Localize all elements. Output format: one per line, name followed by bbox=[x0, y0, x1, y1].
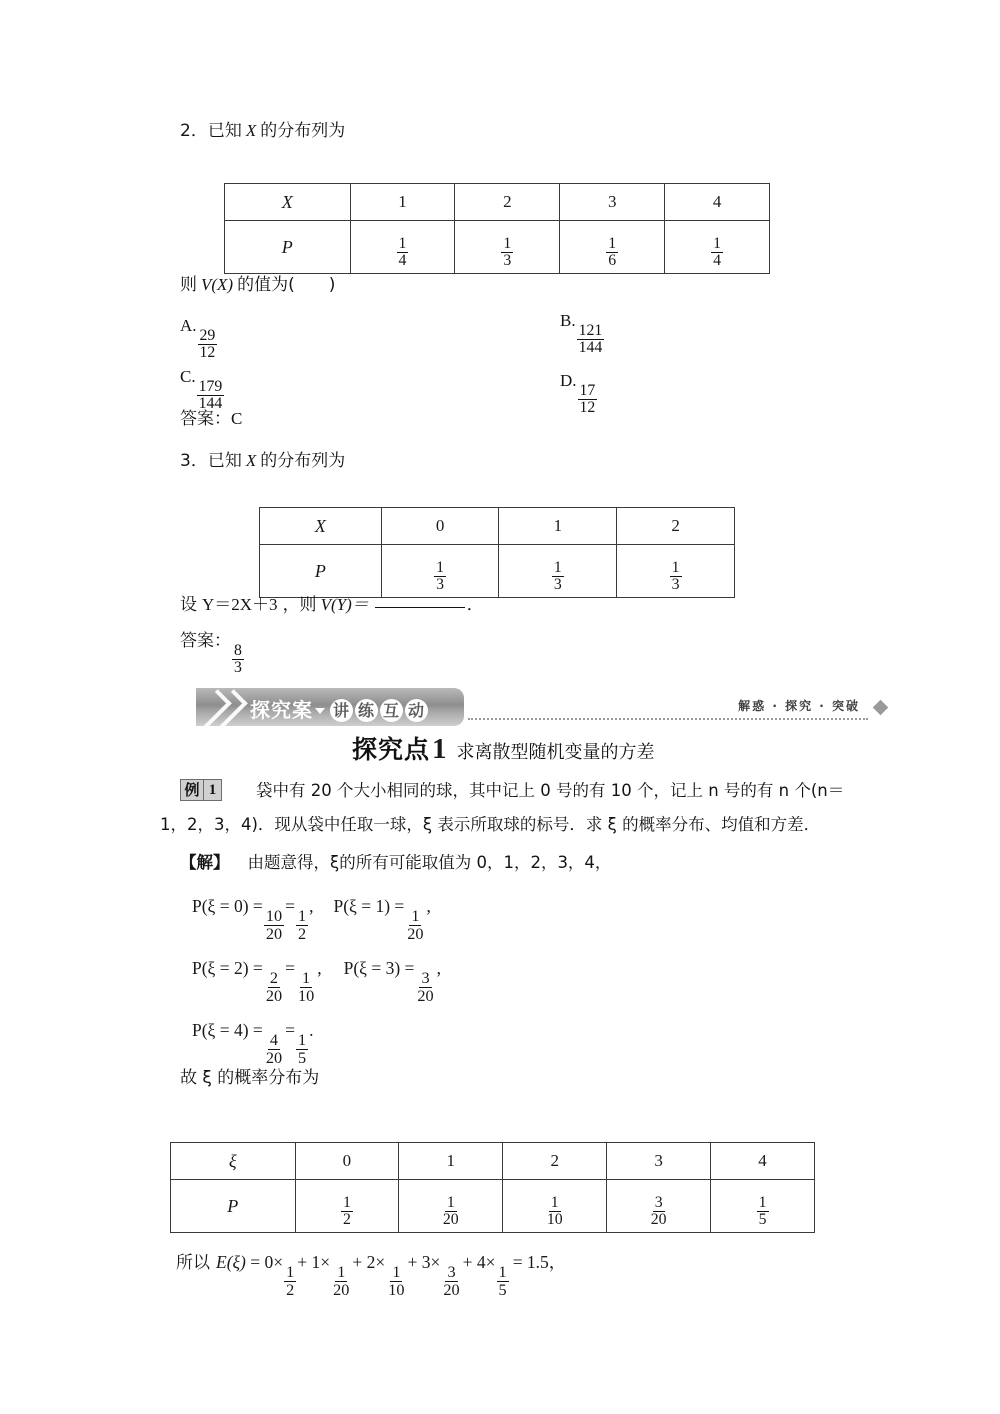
mean-term-coef: + 3× bbox=[407, 1252, 441, 1272]
table-row bbox=[225, 221, 770, 274]
prob-fraction: $\frac{3}{20}$ bbox=[417, 969, 434, 1005]
answer-blank[interactable] bbox=[375, 607, 465, 608]
option-c[interactable] bbox=[180, 364, 225, 412]
section-heading-number: 1 bbox=[432, 733, 447, 765]
solution-label: 【解】 bbox=[180, 853, 230, 872]
q2-x-value: 1 bbox=[398, 192, 407, 211]
option-a-label: A. bbox=[180, 316, 197, 335]
ex-x-value: 0 bbox=[342, 1151, 352, 1170]
prob-fraction: $\frac{4}{20}$ bbox=[265, 1031, 283, 1067]
option-b[interactable] bbox=[560, 308, 605, 356]
option-c-value: $\frac{179}{144}$ bbox=[198, 377, 223, 412]
section-banner bbox=[196, 688, 886, 726]
section-heading bbox=[352, 730, 655, 766]
question-3-variable: X bbox=[245, 451, 257, 470]
prob-equals: = bbox=[285, 896, 295, 916]
question-3-stem-pre: 已知 bbox=[207, 451, 242, 471]
ex-probability: $\frac{1}{5}$ bbox=[758, 1194, 767, 1229]
option-a[interactable] bbox=[180, 313, 218, 361]
q2-probability: $\frac{1}{4}$ bbox=[398, 235, 407, 270]
q2-x-value: 4 bbox=[712, 192, 722, 211]
ex-probability: $\frac{1}{10}$ bbox=[546, 1194, 563, 1229]
ex-probability: $\frac{1}{20}$ bbox=[442, 1194, 459, 1229]
q2-row-label-p: P bbox=[281, 236, 293, 257]
banner-circle-badge: 练 bbox=[355, 699, 378, 722]
mean-term-fraction: $\frac{1}{20}$ bbox=[333, 1263, 350, 1299]
q2-probability: $\frac{1}{4}$ bbox=[713, 235, 722, 270]
prob-fraction: $\frac{10}{20}$ bbox=[265, 907, 283, 943]
example-body-line-2: 1，2，3，4)．现从袋中任取一球，ξ 表示所取球的标号．求 ξ 的概率分布、均值和方差． bbox=[160, 815, 821, 834]
example-badge-char: 例 bbox=[180, 779, 204, 801]
option-b-value: $\frac{121}{144}$ bbox=[578, 321, 603, 356]
question-2-number: 2． bbox=[180, 121, 208, 141]
q3-probability: $\frac{1}{3}$ bbox=[436, 559, 445, 594]
mean-term-fraction: $\frac{1}{2}$ bbox=[286, 1263, 295, 1299]
banner-circle-badge: 讲 bbox=[330, 699, 353, 722]
q3-x-value: 1 bbox=[553, 516, 563, 535]
example-solution-line bbox=[180, 851, 611, 876]
prob-tail: , bbox=[426, 896, 431, 916]
mean-result: = 1.5， bbox=[512, 1252, 567, 1272]
question-2-stem-pre: 已知 bbox=[207, 121, 242, 141]
q3-prompt-set: 设 bbox=[180, 595, 197, 615]
mean-term-coef: + 2× bbox=[352, 1252, 386, 1272]
q3-probability: $\frac{1}{3}$ bbox=[671, 559, 680, 594]
ex-x-value: 3 bbox=[654, 1151, 663, 1170]
ex-probability: $\frac{3}{20}$ bbox=[650, 1194, 667, 1229]
q3-x-value: 2 bbox=[671, 516, 680, 535]
question-2-stem-post: 的分布列为 bbox=[260, 121, 346, 141]
example-badge-number: 1 bbox=[204, 779, 222, 801]
q2-x-value: 2 bbox=[503, 192, 512, 211]
table-row bbox=[260, 508, 735, 545]
banner-dotted-rule bbox=[468, 718, 868, 720]
q2-prompt-variance: V(X) bbox=[201, 275, 234, 294]
question-3-stem bbox=[180, 448, 345, 475]
prob-fraction: $\frac{1}{10}$ bbox=[297, 969, 315, 1005]
mean-equation: 所以 E(ξ) = 0× $\frac{1}{2}$ + 1× $\frac{1}{20}$ + 2× $\frac{1}{10}$ + 3× $\frac{3}{20}$ + 4× $\frac{1}{5}$ = 1.5， bbox=[176, 1252, 567, 1299]
question-3-stem-post: 的分布列为 bbox=[260, 451, 346, 471]
ex-x-value: 1 bbox=[446, 1151, 456, 1170]
table-row bbox=[225, 184, 770, 221]
option-d-label: D. bbox=[560, 371, 577, 390]
question-3-prompt bbox=[180, 592, 484, 619]
q2-answer-label: 答案： bbox=[180, 409, 231, 429]
prob-expr: P(ξ = 2) = bbox=[192, 958, 263, 978]
probability-equation-row-1 bbox=[192, 896, 431, 942]
prob-expr: P(ξ = 1) = bbox=[333, 896, 405, 916]
question-2-variable: X bbox=[245, 121, 257, 140]
mean-term-fraction: $\frac{1}{5}$ bbox=[498, 1263, 507, 1299]
q3-answer-value: $\frac{8}{3}$ bbox=[234, 641, 242, 676]
table-row bbox=[260, 545, 735, 598]
q3-prompt-then: ，则 bbox=[282, 595, 317, 615]
question-3-distribution-table bbox=[259, 507, 735, 598]
option-a-value: $\frac{29}{12}$ bbox=[199, 326, 216, 361]
q2-row-label-x: X bbox=[281, 191, 293, 212]
banner-circle-badge: 互 bbox=[380, 699, 403, 722]
ex-x-value: 4 bbox=[758, 1151, 767, 1170]
ex-row-label-p: P bbox=[227, 1195, 239, 1216]
prob-fraction: $\frac{1}{2}$ bbox=[297, 907, 307, 943]
prob-tail: , bbox=[317, 958, 322, 978]
table-row bbox=[171, 1180, 815, 1233]
question-2-answer bbox=[180, 406, 242, 433]
question-3-number: 3． bbox=[180, 451, 208, 471]
mean-term-fraction: $\frac{1}{10}$ bbox=[388, 1263, 405, 1299]
q3-prompt-equation: Y＝2X＋3 bbox=[202, 595, 278, 614]
prob-tail: . bbox=[309, 1020, 314, 1040]
table-row bbox=[171, 1143, 815, 1180]
mean-term-coef: + 1× bbox=[297, 1252, 331, 1272]
q2-prompt-post: 的值为( ) bbox=[237, 275, 336, 295]
prob-tail: , bbox=[309, 896, 314, 916]
prob-fraction: $\frac{1}{20}$ bbox=[407, 907, 424, 943]
section-heading-title: 探究点 bbox=[352, 735, 431, 764]
q2-x-value: 3 bbox=[607, 192, 617, 211]
triangle-down-icon bbox=[315, 708, 325, 714]
q2-probability: $\frac{1}{3}$ bbox=[503, 235, 512, 270]
mean-term-fraction: $\frac{3}{20}$ bbox=[443, 1263, 460, 1299]
option-b-label: B. bbox=[560, 311, 576, 330]
q3-row-label-x: X bbox=[314, 515, 326, 536]
question-2-distribution-table bbox=[224, 183, 770, 274]
question-2-prompt bbox=[180, 272, 335, 299]
q3-x-value: 0 bbox=[435, 516, 445, 535]
prob-expr: P(ξ = 0) = bbox=[192, 896, 263, 916]
q2-prompt-pre: 则 bbox=[180, 275, 197, 295]
distribution-intro: 故 ξ 的概率分布为 bbox=[180, 1068, 320, 1088]
banner-subtitle: 解惑 · 探究 · 突破 bbox=[738, 699, 860, 713]
option-c-label: C. bbox=[180, 367, 196, 386]
option-d[interactable] bbox=[560, 368, 598, 416]
prob-equals: = bbox=[285, 1020, 295, 1040]
example-badge bbox=[180, 779, 222, 801]
question-3-answer bbox=[180, 629, 245, 676]
q2-probability: $\frac{1}{6}$ bbox=[608, 235, 617, 270]
banner-circle-badge: 动 bbox=[405, 699, 428, 722]
example-distribution-table bbox=[170, 1142, 815, 1233]
section-heading-subtitle: 求离散型随机变量的方差 bbox=[456, 742, 655, 763]
prob-fraction: $\frac{2}{20}$ bbox=[265, 969, 283, 1005]
q3-prompt-end: ． bbox=[466, 595, 484, 615]
q3-row-label-p: P bbox=[314, 560, 326, 581]
ex-probability: $\frac{1}{2}$ bbox=[342, 1194, 351, 1229]
prob-expr: P(ξ = 4) = bbox=[192, 1020, 263, 1040]
example-body-line-1: 袋中有 20 个大小相同的球，其中记上 0 号的有 10 个，记上 n 号的有 n 个(n＝ bbox=[256, 781, 845, 800]
question-2-stem bbox=[180, 118, 345, 145]
prob-expr: P(ξ = 3) = bbox=[343, 958, 415, 978]
mean-term-coef: + 4× bbox=[462, 1252, 496, 1272]
probability-equation-row-3 bbox=[192, 1020, 313, 1066]
banner-title bbox=[250, 694, 429, 723]
q2-answer-value: C bbox=[231, 409, 243, 428]
prob-fraction: $\frac{1}{5}$ bbox=[297, 1031, 307, 1067]
ex-row-label-xi: ξ bbox=[228, 1150, 237, 1171]
q3-prompt-vy: V(Y)＝ bbox=[320, 595, 369, 614]
ex-x-value: 2 bbox=[550, 1151, 559, 1170]
option-d-value: $\frac{17}{12}$ bbox=[579, 381, 596, 416]
diamond-icon bbox=[873, 700, 889, 716]
probability-equation-row-2 bbox=[192, 958, 441, 1004]
mean-term-coef: 0× bbox=[264, 1252, 284, 1272]
mean-prefix: 所以 bbox=[176, 1253, 210, 1273]
q3-probability: $\frac{1}{3}$ bbox=[553, 559, 562, 594]
solution-text: 由题意得，ξ的所有可能取值为 0，1，2，3，4， bbox=[247, 853, 612, 872]
prob-tail: , bbox=[436, 958, 442, 978]
q3-answer-label: 答案： bbox=[180, 631, 231, 651]
banner-title-main: 探究案 bbox=[250, 698, 313, 722]
prob-equals: = bbox=[285, 958, 295, 978]
